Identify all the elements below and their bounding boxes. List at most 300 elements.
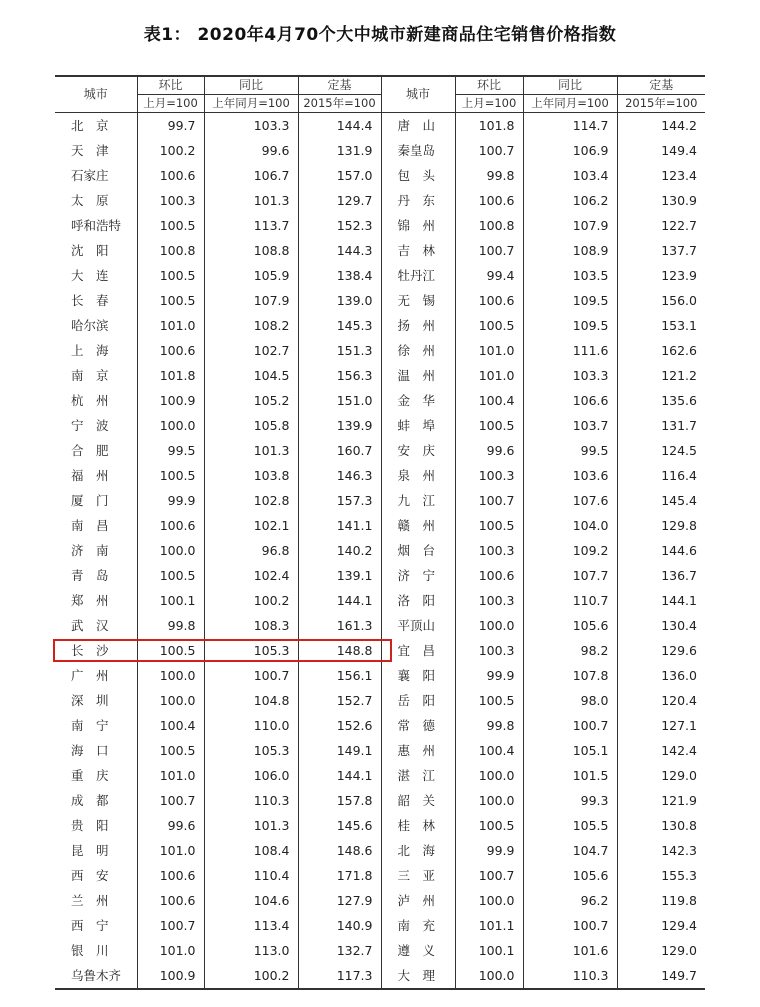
cell-mom-right: 100.0 xyxy=(455,613,523,638)
cell-yoy-left: 100.2 xyxy=(204,588,298,613)
cell-city-left: 西 安 xyxy=(71,868,109,883)
cell-city-left: 兰 州 xyxy=(71,893,109,908)
cell-yoy-left: 105.9 xyxy=(204,263,298,288)
cell-city-right: 安 庆 xyxy=(381,438,455,463)
cell-city-left: 宁 波 xyxy=(71,418,109,433)
cell-yoy-left: 104.8 xyxy=(204,688,298,713)
table-row xyxy=(55,488,705,513)
cell-yoy-left: 99.6 xyxy=(204,138,298,163)
cell-mom-left: 100.6 xyxy=(137,338,204,363)
cell-base-left: 127.9 xyxy=(298,888,381,913)
cell-mom-right: 100.3 xyxy=(455,588,523,613)
cell-mom-left: 99.8 xyxy=(137,613,204,638)
cell-yoy-left: 102.1 xyxy=(204,513,298,538)
cell-yoy-right: 110.7 xyxy=(523,588,617,613)
cell-city-right: 岳 阳 xyxy=(381,688,455,713)
cell-city-right: 牡丹江 xyxy=(381,263,455,288)
cell-yoy-left: 105.3 xyxy=(204,638,298,663)
cell-yoy-right: 101.6 xyxy=(523,938,617,963)
table-row xyxy=(55,188,705,213)
table-row xyxy=(55,388,705,413)
cell-base-right: 145.4 xyxy=(617,488,705,513)
cell-base-right: 142.4 xyxy=(617,738,705,763)
cell-base-left: 144.4 xyxy=(298,113,381,139)
cell-yoy-left: 108.4 xyxy=(204,838,298,863)
table-row xyxy=(55,713,705,738)
cell-mom-right: 100.8 xyxy=(455,213,523,238)
cell-yoy-left: 102.8 xyxy=(204,488,298,513)
cell-base-left: 157.0 xyxy=(298,163,381,188)
cell-city-left: 北 京 xyxy=(71,118,109,133)
cell-mom-left: 100.5 xyxy=(137,213,204,238)
table-body xyxy=(55,113,705,990)
cell-base-right: 162.6 xyxy=(617,338,705,363)
table-row xyxy=(55,938,705,963)
cell-mom-right: 101.1 xyxy=(455,913,523,938)
cell-base-left: 117.3 xyxy=(298,963,381,989)
cell-city-left: 呼和浩特 xyxy=(71,218,122,233)
cell-mom-right: 100.7 xyxy=(455,238,523,263)
cell-mom-right: 100.3 xyxy=(455,638,523,663)
cell-city-left: 乌鲁木齐 xyxy=(55,963,137,989)
cell-mom-right: 99.8 xyxy=(455,713,523,738)
table-row xyxy=(55,238,705,263)
cell-city-left: 福 州 xyxy=(71,468,109,483)
cell-city-right: 丹 东 xyxy=(381,188,455,213)
cell-mom-left: 100.9 xyxy=(137,388,204,413)
cell-base-right: 144.2 xyxy=(617,113,705,139)
cell-city-right: 徐 州 xyxy=(381,338,455,363)
cell-mom-left: 101.0 xyxy=(137,838,204,863)
cell-city-right: 三 亚 xyxy=(381,863,455,888)
cell-yoy-right: 103.3 xyxy=(523,363,617,388)
cell-yoy-right: 107.9 xyxy=(523,213,617,238)
cell-city-left: 青 岛 xyxy=(71,568,109,583)
cell-yoy-right: 107.6 xyxy=(523,488,617,513)
cell-yoy-right: 105.6 xyxy=(523,863,617,888)
cell-base-right: 122.7 xyxy=(617,213,705,238)
cell-city-left: 郑 州 xyxy=(71,593,109,608)
cell-city-right: 金 华 xyxy=(381,388,455,413)
cell-city-left: 重 庆 xyxy=(71,768,109,783)
cell-base-right: 153.1 xyxy=(617,313,705,338)
cell-city-right: 济 宁 xyxy=(381,563,455,588)
cell-yoy-right: 98.2 xyxy=(523,638,617,663)
cell-city-right: 襄 阳 xyxy=(381,663,455,688)
cell-city-left: 太 原 xyxy=(71,193,109,208)
table-row xyxy=(55,313,705,338)
cell-base-right: 121.2 xyxy=(617,363,705,388)
cell-mom-left: 100.7 xyxy=(137,788,204,813)
cell-base-right: 129.0 xyxy=(617,763,705,788)
cell-mom-left: 101.0 xyxy=(137,763,204,788)
cell-mom-left: 100.5 xyxy=(137,263,204,288)
cell-base-left: 152.3 xyxy=(298,213,381,238)
cell-yoy-right: 101.5 xyxy=(523,763,617,788)
cell-yoy-left: 101.3 xyxy=(204,188,298,213)
cell-city-left: 西 宁 xyxy=(71,918,109,933)
cell-yoy-left: 105.8 xyxy=(204,413,298,438)
cell-city-right: 南 充 xyxy=(381,913,455,938)
cell-base-right: 129.0 xyxy=(617,938,705,963)
cell-city-left: 长 沙 xyxy=(71,643,109,658)
table-row xyxy=(55,963,705,989)
table-row xyxy=(55,913,705,938)
cell-mom-right: 101.0 xyxy=(455,338,523,363)
cell-base-left: 146.3 xyxy=(298,463,381,488)
cell-mom-right: 100.4 xyxy=(455,388,523,413)
cell-city-right: 温 州 xyxy=(381,363,455,388)
header-mom-right: 环比 xyxy=(455,76,523,95)
cell-base-left: 160.7 xyxy=(298,438,381,463)
table-row xyxy=(55,863,705,888)
cell-yoy-right: 98.0 xyxy=(523,688,617,713)
cell-mom-left: 100.6 xyxy=(137,163,204,188)
cell-base-left: 161.3 xyxy=(298,613,381,638)
cell-yoy-right: 111.6 xyxy=(523,338,617,363)
cell-base-left: 156.3 xyxy=(298,363,381,388)
cell-yoy-left: 103.3 xyxy=(204,113,298,139)
cell-base-left: 144.1 xyxy=(298,763,381,788)
cell-mom-right: 100.0 xyxy=(455,763,523,788)
cell-mom-right: 100.4 xyxy=(455,738,523,763)
table-row xyxy=(55,738,705,763)
cell-yoy-left: 104.5 xyxy=(204,363,298,388)
cell-mom-right: 100.0 xyxy=(455,888,523,913)
cell-yoy-right: 100.7 xyxy=(523,713,617,738)
cell-city-right: 唐 山 xyxy=(381,113,455,139)
cell-base-right: 121.9 xyxy=(617,788,705,813)
cell-base-right: 149.7 xyxy=(617,963,705,989)
cell-base-right: 129.8 xyxy=(617,513,705,538)
cell-base-left: 139.0 xyxy=(298,288,381,313)
cell-mom-left: 101.8 xyxy=(137,363,204,388)
cell-city-right: 惠 州 xyxy=(381,738,455,763)
cell-mom-right: 100.6 xyxy=(455,188,523,213)
table-row xyxy=(55,288,705,313)
cell-yoy-left: 101.3 xyxy=(204,813,298,838)
cell-city-right: 九 江 xyxy=(381,488,455,513)
cell-base-right: 130.9 xyxy=(617,188,705,213)
cell-yoy-right: 105.1 xyxy=(523,738,617,763)
cell-yoy-left: 96.8 xyxy=(204,538,298,563)
cell-mom-right: 100.1 xyxy=(455,938,523,963)
cell-mom-left: 99.7 xyxy=(137,113,204,139)
cell-yoy-left: 108.2 xyxy=(204,313,298,338)
cell-base-right: 123.9 xyxy=(617,263,705,288)
cell-base-right: 124.5 xyxy=(617,438,705,463)
cell-city-right: 宜 昌 xyxy=(381,638,455,663)
cell-city-left: 广 州 xyxy=(71,668,109,683)
cell-mom-right: 100.6 xyxy=(455,288,523,313)
cell-yoy-left: 108.3 xyxy=(204,613,298,638)
cell-city-left: 大 连 xyxy=(71,268,109,283)
cell-mom-left: 100.8 xyxy=(137,238,204,263)
cell-yoy-right: 100.7 xyxy=(523,913,617,938)
cell-mom-left: 99.5 xyxy=(137,438,204,463)
cell-base-right: 120.4 xyxy=(617,688,705,713)
table-row xyxy=(55,413,705,438)
cell-yoy-right: 105.6 xyxy=(523,613,617,638)
cell-base-right: 130.8 xyxy=(617,813,705,838)
cell-yoy-right: 103.5 xyxy=(523,263,617,288)
subheader-yoy-right: 上年同月=100 xyxy=(523,95,617,113)
cell-base-right: 136.0 xyxy=(617,663,705,688)
cell-base-right: 144.1 xyxy=(617,588,705,613)
cell-city-left: 银 川 xyxy=(71,943,109,958)
header-city-right: 城市 xyxy=(381,76,455,113)
cell-base-right: 149.4 xyxy=(617,138,705,163)
table-row xyxy=(55,813,705,838)
cell-city-right: 锦 州 xyxy=(381,213,455,238)
cell-city-left: 深 圳 xyxy=(71,693,109,708)
cell-city-left: 哈尔滨 xyxy=(71,318,109,333)
cell-yoy-left: 108.8 xyxy=(204,238,298,263)
cell-yoy-left: 103.8 xyxy=(204,463,298,488)
cell-yoy-right: 104.7 xyxy=(523,838,617,863)
cell-yoy-left: 113.7 xyxy=(204,213,298,238)
cell-base-left: 157.8 xyxy=(298,788,381,813)
cell-city-right: 泉 州 xyxy=(381,463,455,488)
cell-city-left: 沈 阳 xyxy=(71,243,109,258)
cell-yoy-left: 104.6 xyxy=(204,888,298,913)
cell-mom-left: 100.1 xyxy=(137,588,204,613)
cell-base-left: 151.0 xyxy=(298,388,381,413)
header-base-left: 定基 xyxy=(298,76,381,95)
table-row xyxy=(55,788,705,813)
cell-mom-right: 99.4 xyxy=(455,263,523,288)
table-row xyxy=(55,888,705,913)
subheader-mom-left: 上月=100 xyxy=(137,95,204,113)
cell-base-left: 138.4 xyxy=(298,263,381,288)
table-row xyxy=(55,688,705,713)
cell-yoy-right: 109.5 xyxy=(523,313,617,338)
cell-city-left: 济 南 xyxy=(71,543,109,558)
cell-base-left: 148.8 xyxy=(298,638,381,663)
table-row xyxy=(55,563,705,588)
price-index-table xyxy=(55,75,705,990)
cell-yoy-right: 103.6 xyxy=(523,463,617,488)
cell-mom-right: 100.3 xyxy=(455,538,523,563)
cell-base-left: 151.3 xyxy=(298,338,381,363)
cell-yoy-left: 102.4 xyxy=(204,563,298,588)
cell-base-left: 132.7 xyxy=(298,938,381,963)
cell-base-left: 144.3 xyxy=(298,238,381,263)
cell-base-left: 148.6 xyxy=(298,838,381,863)
cell-mom-right: 100.6 xyxy=(455,563,523,588)
cell-yoy-right: 99.5 xyxy=(523,438,617,463)
cell-yoy-left: 105.3 xyxy=(204,738,298,763)
cell-yoy-left: 105.2 xyxy=(204,388,298,413)
cell-mom-left: 101.0 xyxy=(137,938,204,963)
cell-city-right: 赣 州 xyxy=(381,513,455,538)
cell-mom-right: 100.7 xyxy=(455,863,523,888)
cell-base-right: 136.7 xyxy=(617,563,705,588)
cell-city-left: 合 肥 xyxy=(71,443,109,458)
cell-base-right: 156.0 xyxy=(617,288,705,313)
cell-mom-left: 100.6 xyxy=(137,863,204,888)
cell-city-right: 大 理 xyxy=(381,963,455,989)
cell-base-left: 141.1 xyxy=(298,513,381,538)
cell-mom-left: 100.5 xyxy=(137,463,204,488)
header-city-left: 城市 xyxy=(55,76,137,113)
cell-city-left: 海 口 xyxy=(71,743,109,758)
cell-base-left: 140.9 xyxy=(298,913,381,938)
cell-mom-left: 100.6 xyxy=(137,513,204,538)
header-mom-left: 环比 xyxy=(137,76,204,95)
cell-yoy-right: 103.7 xyxy=(523,413,617,438)
cell-mom-left: 100.0 xyxy=(137,663,204,688)
header-yoy-right: 同比 xyxy=(523,76,617,95)
cell-city-left: 武 汉 xyxy=(71,618,109,633)
cell-mom-right: 100.5 xyxy=(455,313,523,338)
cell-mom-right: 100.5 xyxy=(455,688,523,713)
cell-mom-right: 99.9 xyxy=(455,663,523,688)
cell-mom-right: 99.8 xyxy=(455,163,523,188)
cell-city-right: 湛 江 xyxy=(381,763,455,788)
cell-mom-right: 99.6 xyxy=(455,438,523,463)
cell-mom-left: 100.6 xyxy=(137,888,204,913)
cell-city-left: 南 京 xyxy=(71,368,109,383)
cell-city-left: 长 春 xyxy=(71,293,109,308)
cell-yoy-right: 106.6 xyxy=(523,388,617,413)
cell-yoy-right: 109.2 xyxy=(523,538,617,563)
cell-base-right: 155.3 xyxy=(617,863,705,888)
table-title: 表1： 2020年4月70个大中城市新建商品住宅销售价格指数 xyxy=(143,25,617,45)
cell-yoy-left: 101.3 xyxy=(204,438,298,463)
cell-city-left: 南 宁 xyxy=(71,718,109,733)
cell-yoy-right: 106.9 xyxy=(523,138,617,163)
subheader-base-left: 2015年=100 xyxy=(298,95,381,113)
cell-mom-right: 101.0 xyxy=(455,363,523,388)
cell-base-right: 123.4 xyxy=(617,163,705,188)
cell-city-left: 石家庄 xyxy=(71,168,109,183)
cell-yoy-right: 106.2 xyxy=(523,188,617,213)
table-row xyxy=(55,338,705,363)
cell-base-left: 171.8 xyxy=(298,863,381,888)
cell-base-left: 144.1 xyxy=(298,588,381,613)
cell-yoy-right: 99.3 xyxy=(523,788,617,813)
table-row xyxy=(55,263,705,288)
table-row xyxy=(55,463,705,488)
table-row xyxy=(55,513,705,538)
cell-mom-left: 101.0 xyxy=(137,313,204,338)
cell-base-right: 135.6 xyxy=(617,388,705,413)
cell-mom-left: 100.5 xyxy=(137,563,204,588)
cell-mom-left: 100.4 xyxy=(137,713,204,738)
cell-city-right: 蚌 埠 xyxy=(381,413,455,438)
cell-mom-right: 100.3 xyxy=(455,463,523,488)
table-row xyxy=(55,613,705,638)
header-base-right: 定基 xyxy=(617,76,705,95)
cell-city-right: 桂 林 xyxy=(381,813,455,838)
table-row xyxy=(55,363,705,388)
cell-city-right: 秦皇岛 xyxy=(381,138,455,163)
cell-base-right: 129.4 xyxy=(617,913,705,938)
cell-yoy-left: 100.2 xyxy=(204,963,298,989)
cell-yoy-left: 102.7 xyxy=(204,338,298,363)
cell-mom-right: 100.5 xyxy=(455,413,523,438)
table-row xyxy=(55,838,705,863)
cell-city-left: 杭 州 xyxy=(71,393,109,408)
cell-mom-left: 100.3 xyxy=(137,188,204,213)
cell-city-left: 天 津 xyxy=(71,143,109,158)
cell-mom-right: 100.0 xyxy=(455,788,523,813)
cell-base-left: 156.1 xyxy=(298,663,381,688)
cell-yoy-left: 110.0 xyxy=(204,713,298,738)
cell-base-left: 131.9 xyxy=(298,138,381,163)
cell-mom-left: 100.2 xyxy=(137,138,204,163)
cell-city-right: 吉 林 xyxy=(381,238,455,263)
cell-yoy-right: 114.7 xyxy=(523,113,617,139)
cell-yoy-left: 106.7 xyxy=(204,163,298,188)
cell-yoy-right: 104.0 xyxy=(523,513,617,538)
subheader-yoy-left: 上年同月=100 xyxy=(204,95,298,113)
cell-base-right: 131.7 xyxy=(617,413,705,438)
cell-city-right: 泸 州 xyxy=(381,888,455,913)
cell-mom-left: 99.6 xyxy=(137,813,204,838)
cell-yoy-right: 107.7 xyxy=(523,563,617,588)
cell-base-right: 116.4 xyxy=(617,463,705,488)
table-row xyxy=(55,213,705,238)
cell-city-right: 平顶山 xyxy=(381,613,455,638)
cell-city-right: 无 锡 xyxy=(381,288,455,313)
cell-mom-right: 100.5 xyxy=(455,813,523,838)
cell-yoy-left: 106.0 xyxy=(204,763,298,788)
cell-mom-left: 100.5 xyxy=(137,288,204,313)
cell-city-right: 常 德 xyxy=(381,713,455,738)
table-row xyxy=(55,763,705,788)
cell-mom-left: 100.0 xyxy=(137,538,204,563)
cell-mom-left: 100.9 xyxy=(137,963,204,989)
cell-base-right: 119.8 xyxy=(617,888,705,913)
cell-mom-left: 100.5 xyxy=(137,738,204,763)
cell-city-right: 包 头 xyxy=(381,163,455,188)
cell-yoy-right: 96.2 xyxy=(523,888,617,913)
cell-city-left: 南 昌 xyxy=(71,518,109,533)
cell-yoy-left: 110.3 xyxy=(204,788,298,813)
cell-base-left: 145.3 xyxy=(298,313,381,338)
cell-base-right: 144.6 xyxy=(617,538,705,563)
cell-yoy-right: 109.5 xyxy=(523,288,617,313)
cell-base-right: 127.1 xyxy=(617,713,705,738)
cell-yoy-right: 110.3 xyxy=(523,963,617,989)
cell-city-left: 贵 阳 xyxy=(71,818,109,833)
cell-base-left: 149.1 xyxy=(298,738,381,763)
table-row xyxy=(55,138,705,163)
cell-mom-left: 100.0 xyxy=(137,688,204,713)
cell-yoy-right: 108.9 xyxy=(523,238,617,263)
cell-base-right: 137.7 xyxy=(617,238,705,263)
cell-base-left: 129.7 xyxy=(298,188,381,213)
cell-mom-right: 99.9 xyxy=(455,838,523,863)
cell-yoy-left: 113.4 xyxy=(204,913,298,938)
cell-mom-right: 100.7 xyxy=(455,488,523,513)
cell-yoy-right: 105.5 xyxy=(523,813,617,838)
cell-base-left: 145.6 xyxy=(298,813,381,838)
table-row xyxy=(55,113,705,139)
header-yoy-left: 同比 xyxy=(204,76,298,95)
cell-city-right: 扬 州 xyxy=(381,313,455,338)
cell-city-left: 厦 门 xyxy=(71,493,109,508)
cell-base-left: 139.9 xyxy=(298,413,381,438)
cell-base-right: 142.3 xyxy=(617,838,705,863)
cell-city-left: 成 都 xyxy=(71,793,109,808)
cell-mom-right: 101.8 xyxy=(455,113,523,139)
cell-base-left: 152.7 xyxy=(298,688,381,713)
cell-yoy-left: 113.0 xyxy=(204,938,298,963)
cell-base-left: 157.3 xyxy=(298,488,381,513)
